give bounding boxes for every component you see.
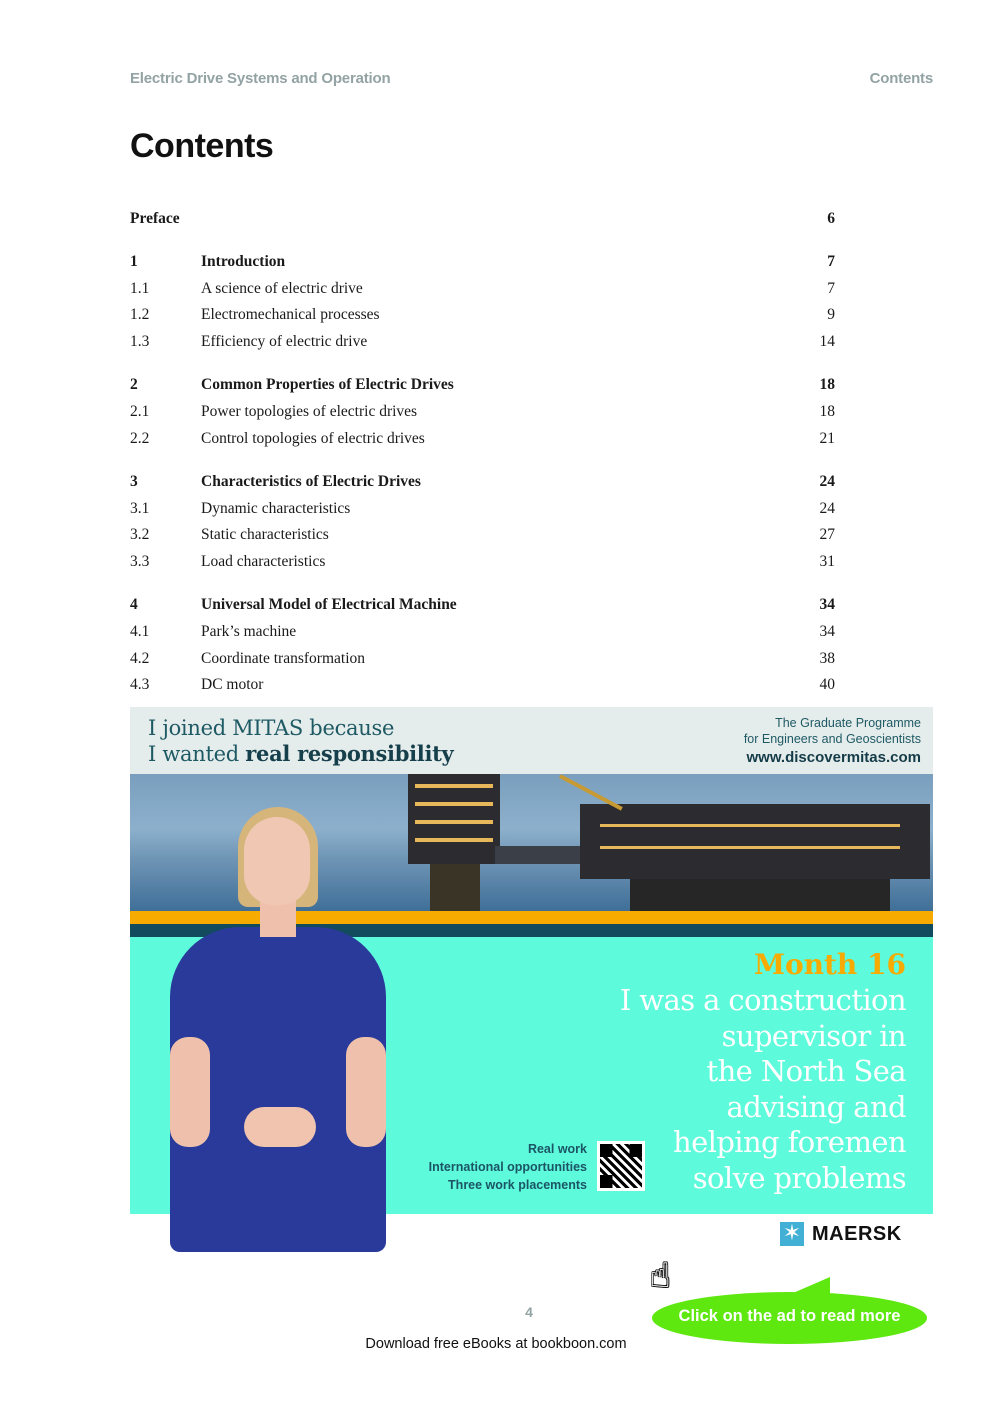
ad-slogan: [148, 716, 453, 767]
star-icon: ✶: [780, 1222, 804, 1246]
toc-title: A science of electric drive: [201, 280, 363, 297]
ad-header: [130, 707, 933, 774]
read-more-label[interactable]: Click on the ad to read more: [678, 1307, 901, 1325]
toc-page: 18: [819, 403, 835, 420]
toc-page: 40: [819, 676, 835, 693]
slogan-prefix: I wanted: [148, 742, 246, 766]
page-number: 4: [525, 1304, 533, 1320]
toc-number: 3.1: [130, 500, 150, 517]
running-header: [130, 70, 933, 90]
advertisement-banner[interactable]: [130, 707, 933, 1252]
toc-number: 1: [130, 253, 138, 270]
quote-line: the North Sea: [706, 1054, 906, 1088]
toc-number: 2.2: [130, 430, 150, 447]
perk-item: Real work: [527, 1142, 587, 1156]
toc-page: 38: [819, 650, 835, 667]
slogan-line-2: [148, 741, 453, 767]
toc-number: 1.2: [130, 306, 150, 323]
programme-line-2: for Engineers and Geoscientists: [743, 732, 921, 746]
toc-title: Dynamic characteristics: [201, 500, 351, 517]
toc-title: Characteristics of Electric Drives: [201, 473, 421, 490]
toc-number: 3.2: [130, 526, 150, 543]
toc-entry[interactable]: [130, 333, 835, 355]
ad-url-link[interactable]: www.discovermitas.com: [746, 749, 921, 766]
slogan-emphasis: real responsibility: [245, 741, 454, 766]
toc-page: 9: [827, 306, 835, 323]
toc-title: Efficiency of electric drive: [201, 333, 368, 350]
toc-number: 3.3: [130, 553, 150, 570]
quote-line: helping foremen: [673, 1125, 906, 1159]
toc-page: 31: [819, 553, 835, 570]
testimonial-quote: [620, 983, 906, 1196]
toc-title: Introduction: [201, 253, 286, 270]
toc-page: 14: [819, 333, 835, 350]
toc-page: 21: [819, 430, 835, 447]
slogan-line-1: I joined MITAS because: [148, 716, 395, 740]
perks-list: [429, 1140, 587, 1194]
page-title: Contents: [130, 127, 274, 165]
toc-number: 2.1: [130, 403, 150, 420]
toc-entry[interactable]: [130, 526, 835, 548]
toc-number: 2: [130, 376, 138, 393]
toc-title: Common Properties of Electric Drives: [201, 376, 454, 393]
toc-number: 3: [130, 473, 138, 490]
toc-title: Coordinate transformation: [201, 650, 365, 667]
toc-page: 7: [827, 253, 835, 270]
toc-page: 34: [819, 623, 835, 640]
toc-entry[interactable]: [130, 623, 835, 645]
quote-line: solve problems: [692, 1160, 906, 1195]
qr-code-icon[interactable]: [597, 1141, 645, 1191]
toc-page: 7: [827, 280, 835, 297]
quote-line: advising and: [726, 1089, 906, 1124]
toc-entry[interactable]: [130, 306, 835, 328]
toc-entry[interactable]: [130, 403, 835, 425]
toc-entry[interactable]: [130, 676, 835, 698]
toc-page: 24: [819, 500, 835, 517]
programme-info: [744, 715, 921, 747]
woman-photo: [160, 807, 390, 1252]
toc-number: 1.3: [130, 333, 150, 350]
brand-name: MAERSK: [812, 1223, 902, 1245]
toc-page: 6: [827, 210, 835, 227]
footer-download-link[interactable]: Download free eBooks at bookboon.com: [365, 1336, 627, 1352]
toc-entry[interactable]: [130, 430, 835, 452]
toc-number: 1.1: [130, 280, 150, 297]
programme-line-1: The Graduate Programme: [775, 716, 921, 730]
toc-title: Static characteristics: [201, 526, 329, 543]
section-name: Contents: [869, 70, 933, 87]
pointing-hand-icon: ☝: [650, 1256, 671, 1296]
toc-page: 34: [819, 596, 835, 613]
toc-entry[interactable]: [130, 553, 835, 575]
quote-line: supervisor in: [721, 1018, 906, 1053]
toc-number: 4.3: [130, 676, 150, 693]
toc-entry[interactable]: [130, 280, 835, 302]
toc-title: Universal Model of Electrical Machine: [201, 596, 457, 613]
toc-page: 24: [819, 473, 835, 490]
toc-entry[interactable]: [130, 473, 835, 495]
month-heading: Month 16: [753, 948, 906, 981]
toc-number: 4: [130, 596, 138, 613]
toc-entry[interactable]: [130, 210, 835, 232]
toc-title: Electromechanical processes: [201, 306, 380, 323]
toc-title: DC motor: [201, 676, 264, 693]
toc-title: Power topologies of electric drives: [201, 403, 418, 420]
toc-number: 4.2: [130, 650, 150, 667]
toc-title: Preface: [130, 210, 180, 227]
toc-title: Park’s machine: [201, 623, 297, 640]
toc-title: Control topologies of electric drives: [201, 430, 425, 447]
toc-entry[interactable]: [130, 376, 835, 398]
perk-item: International opportunities: [428, 1160, 587, 1174]
book-title: Electric Drive Systems and Operation: [130, 70, 391, 87]
toc-page: 18: [819, 376, 835, 393]
toc-number: 4.1: [130, 623, 150, 640]
toc-entry[interactable]: [130, 650, 835, 672]
toc-entry[interactable]: [130, 596, 835, 618]
perk-item: Three work placements: [448, 1178, 587, 1192]
toc-page: 27: [819, 526, 835, 543]
quote-line: I was a construction: [619, 983, 906, 1017]
toc-entry[interactable]: [130, 253, 835, 275]
toc-entry[interactable]: [130, 500, 835, 522]
toc-title: Load characteristics: [201, 553, 326, 570]
